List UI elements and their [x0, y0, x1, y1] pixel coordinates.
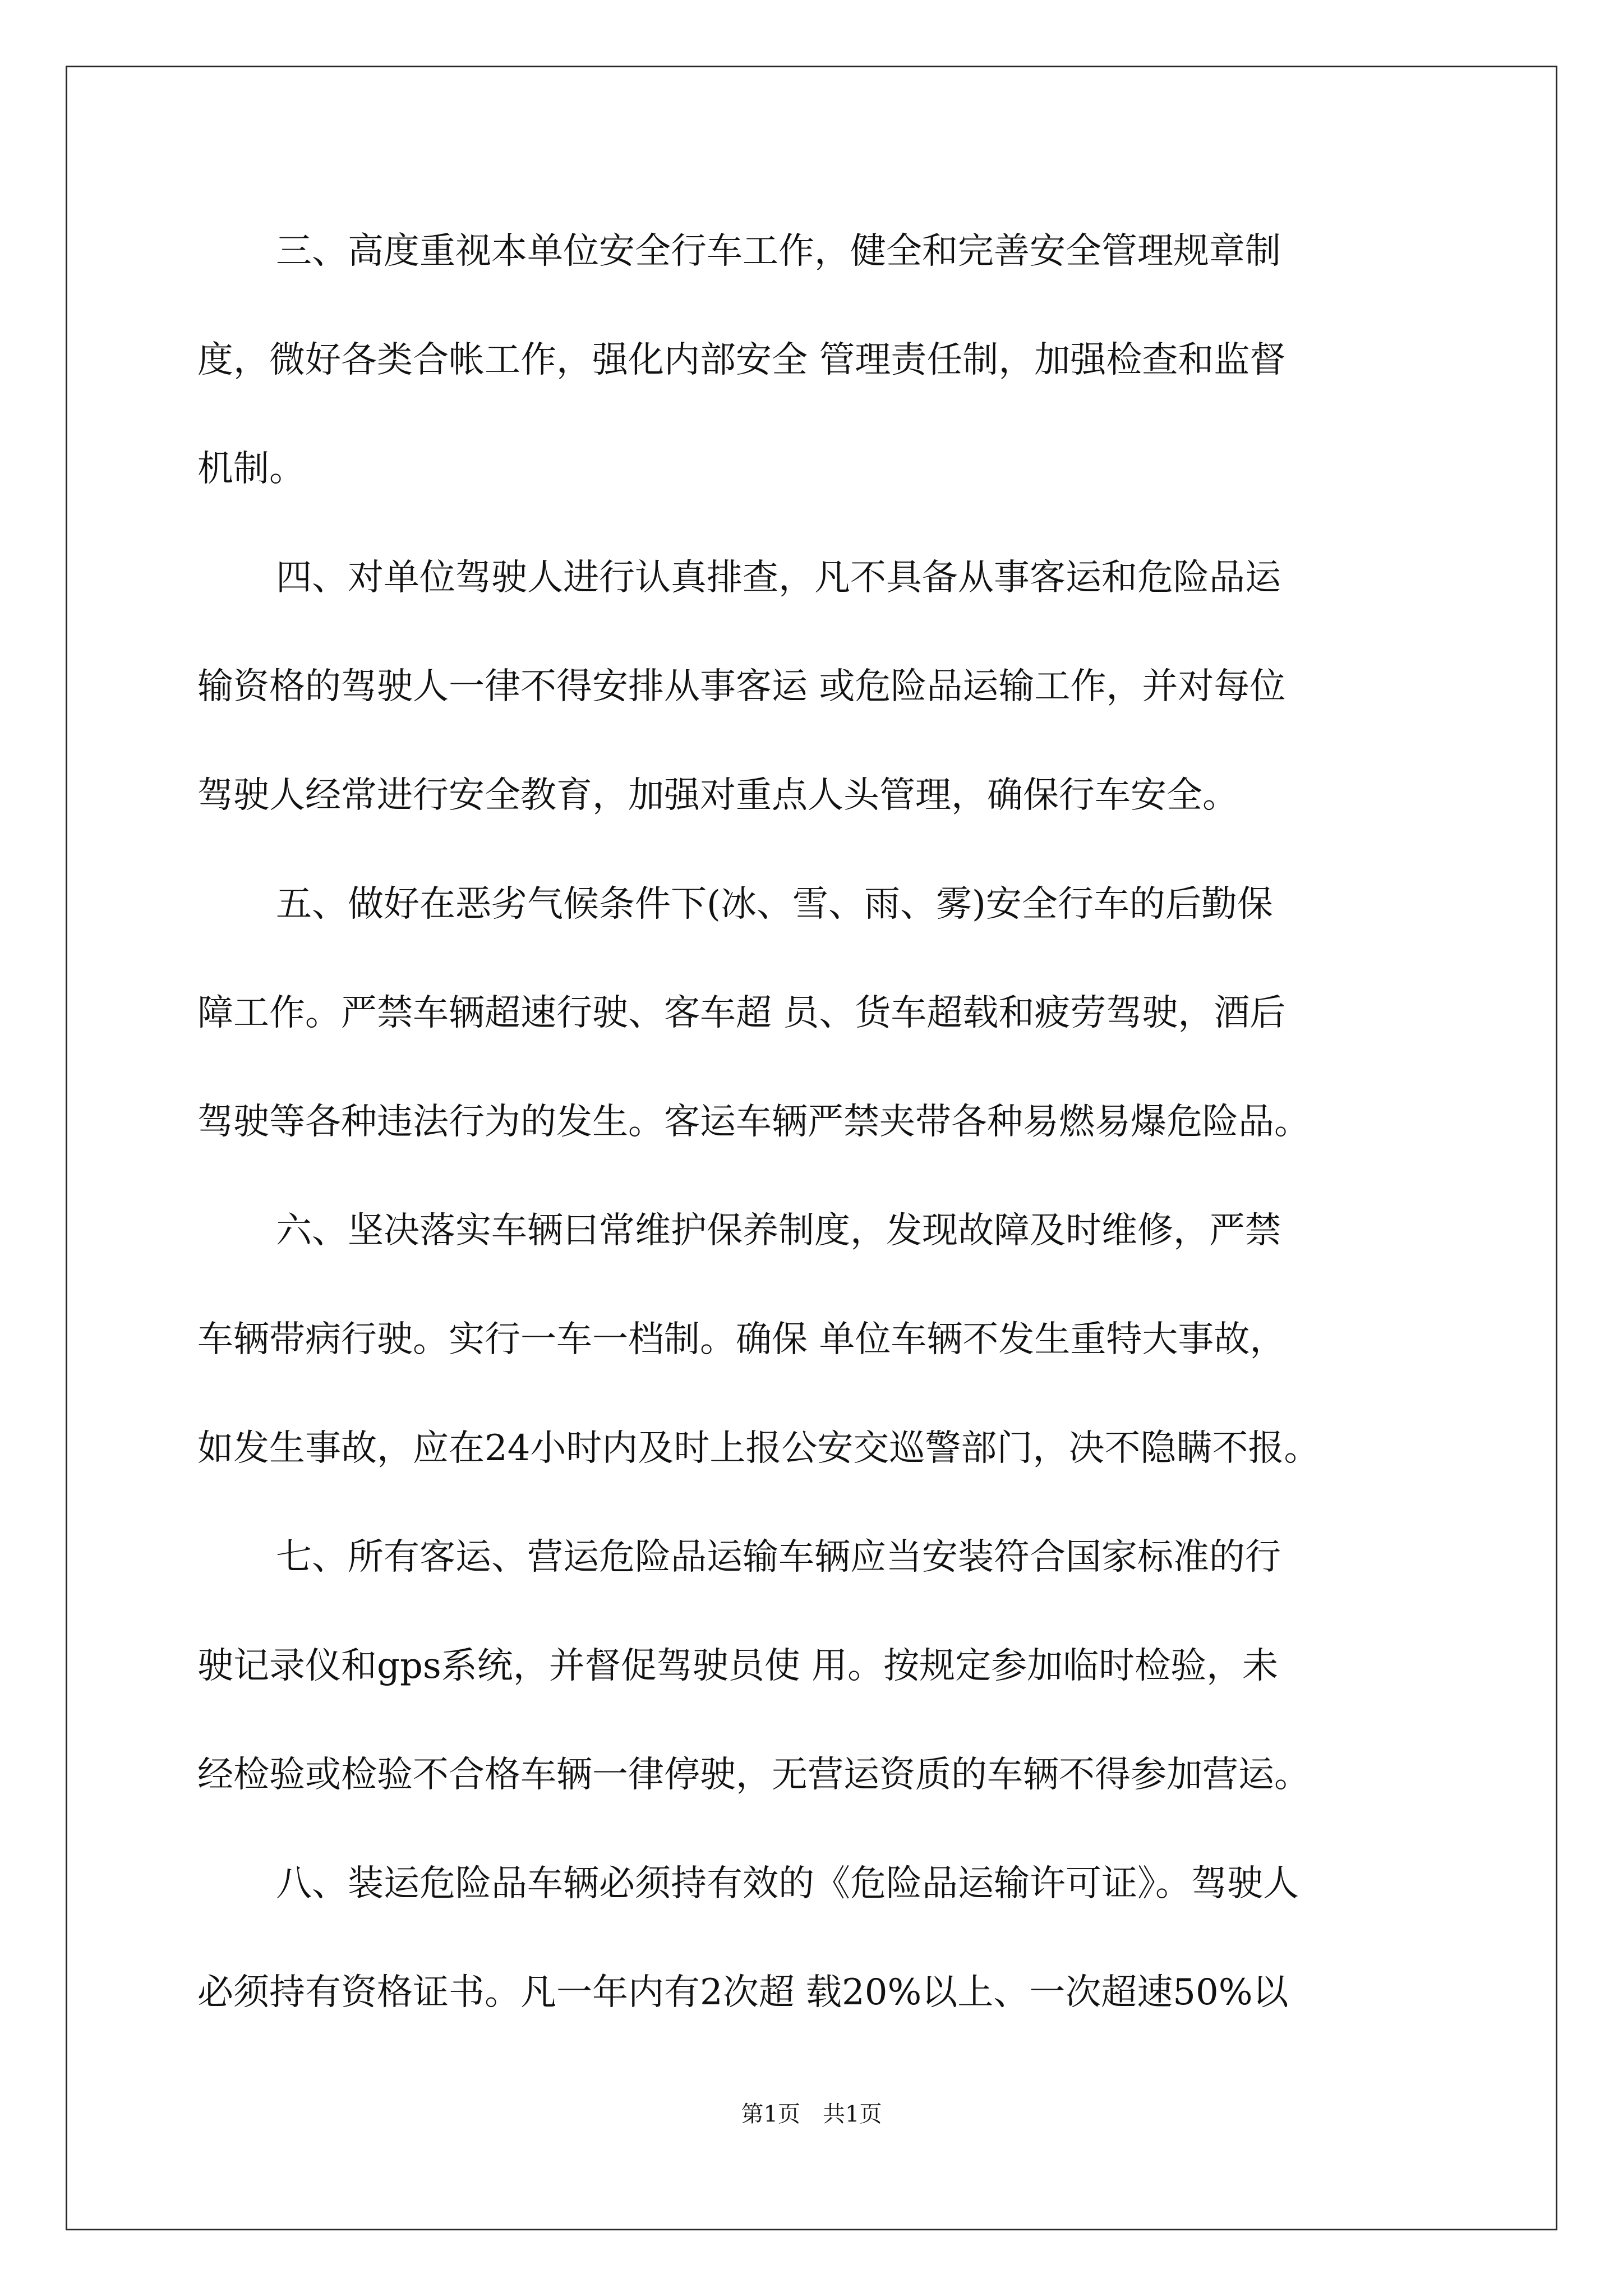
page-footer: 第1页 共1页 [741, 2101, 882, 2127]
text-line: 三、高度重视本单位安全行车工作，健全和完善安全管理规章制 [276, 231, 1281, 272]
text-line: 五、做好在恶劣气候条件下(冰、雪、雨、雾)安全行车的后勤保 [276, 884, 1273, 925]
text-line: 如发生事故，应在24小时内及时上报公安交巡警部门，决不隐瞒不报。 [197, 1428, 1320, 1469]
text-line: 输资格的驾驶人一律不得安排从事客运 或危险品运输工作，并对每位 [197, 666, 1286, 707]
text-line: 机制。 [197, 448, 305, 490]
text-line: 八、装运危险品车辆必须持有效的《危险品运输许可证》。驾驶人 [276, 1863, 1299, 1904]
text-line: 驶记录仪和gps系统，并督促驾驶员使 用。按规定参加临时检验，未 [197, 1645, 1279, 1687]
text-line: 驾驶等各种违法行为的发生。客运车辆严禁夹带各种易燃易爆危险品。 [197, 1101, 1310, 1143]
text-line: 四、对单位驾驶人进行认真排查，凡不具备从事客运和危险品运 [276, 557, 1281, 599]
text-line: 车辆带病行驶。实行一车一档制。确保 单位车辆不发生重特大事故， [197, 1319, 1286, 1360]
text-line: 障工作。严禁车辆超速行驶、客车超 员、货车超载和疲劳驾驶，酒后 [197, 992, 1286, 1034]
text-line: 六、坚决落实车辆曰常维护保养制度，发现故障及时维修，严禁 [276, 1210, 1281, 1251]
text-line: 度，微好各类合帐工作，强化内部安全 管理责任制，加强检查和监督 [197, 339, 1286, 381]
text-line: 驾驶人经常进行安全教育，加强对重点人头管理，确保行车安全。 [197, 775, 1238, 816]
text-line: 经检验或检验不合格车辆一律停驶，无营运资质的车辆不得参加营运。 [197, 1754, 1310, 1796]
text-line: 必须持有资格证书。凡一年内有2次超 载20%以上、一次超速50%以 [197, 1972, 1289, 2013]
text-line: 七、所有客运、营运危险品运输车辆应当安装符合国家标准的行 [276, 1536, 1281, 1578]
